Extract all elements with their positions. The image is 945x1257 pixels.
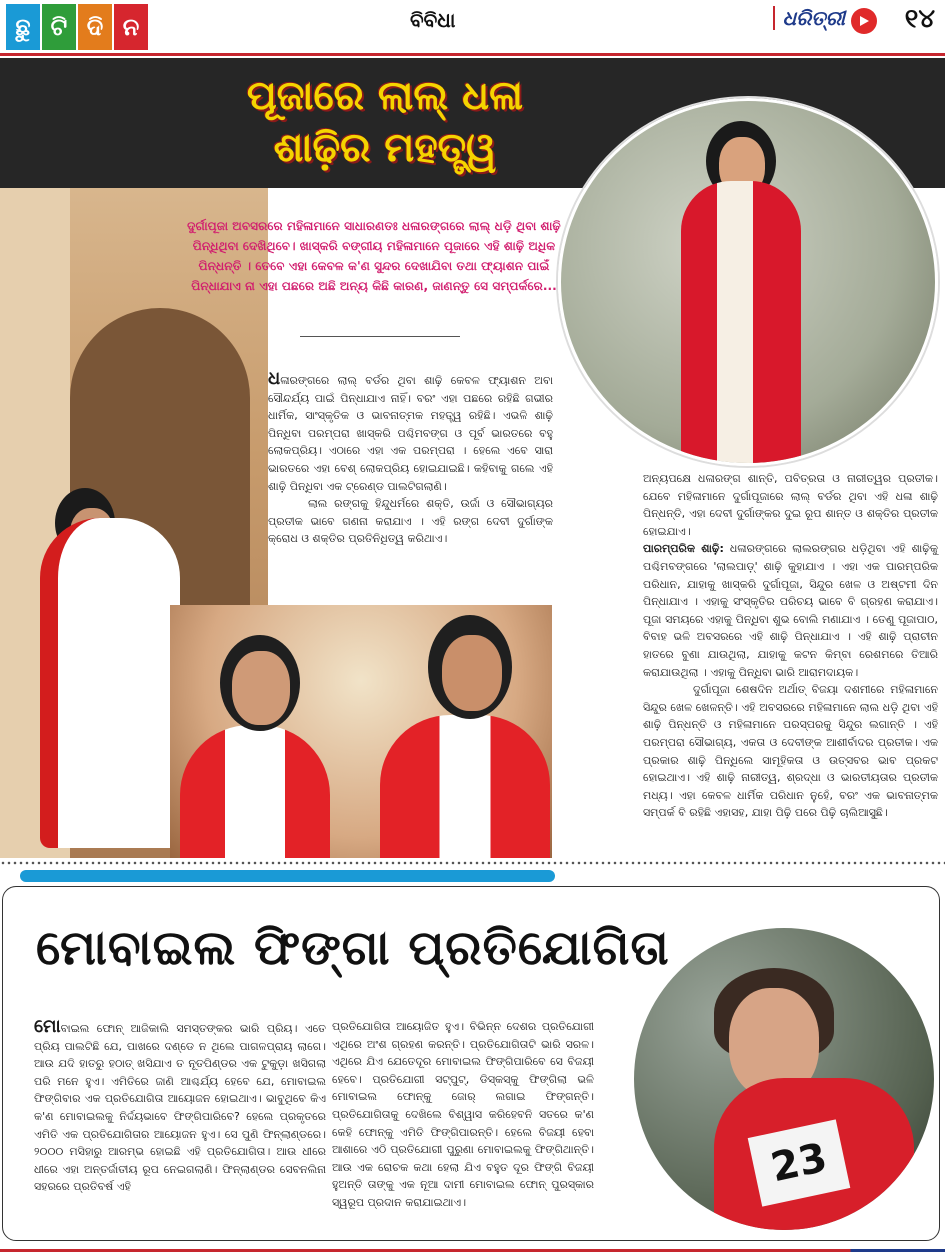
article-column	[332, 1018, 594, 1212]
race-bib: 23	[748, 1119, 851, 1206]
article-column	[34, 1018, 326, 1196]
page-number: ୧୪	[904, 4, 935, 34]
logo-tile: ନ	[114, 4, 148, 50]
drop-cap: ଧ	[268, 368, 281, 389]
paragraph: ଧଳାରଙ୍ଗରେ ଲାଲ୍ ବର୍ଡର ଥିବା ଶାଢ଼ି କେବଳ ଫ୍ୟାଶନ ଅବା ସୌନ୍ଦର୍ଯ୍ୟ ପାଇଁ ପିନ୍ଧାଯାଏ ନାହିଁ। ବରଂ ଏହା ପଛରେ ରହିଛି ଗଭୀର ଧାର୍ମିକ, ସାଂସ୍କୃତିକ ଓ ଭାବନାତ୍ମକ ମହତ୍ତ୍ୱ ରହିଛି। ଏଭଳି ଶାଢ଼ି ପିନ୍ଧିବା ପରମ୍ପରା ଖାସ୍‌କରି ପଶ୍ଚିମବଙ୍ଗ ଓ ପୂର୍ବ ଭାରତରେ ବହୁ ଲୋକପ୍ରିୟ। ଏଠାରେ ଏହା ଏକ ପରମ୍ପରା । ହେଲେ ଏବେ ସାରା ଭାରତରେ ଏହା ବେଶ୍ ଲୋକପ୍ରିୟ ହୋଇଯାଇଛି। କହିବାକୁ ଗଲେ ଏହି ଶାଢ଼ି ପିନ୍ଧିବା ଏକ ଟ୍ରେଣ୍ଡ ପାଲଟିଗଲାଣି।	[268, 368, 553, 493]
paragraph: ପାରମ୍ପରିକ ଶାଢ଼ି: ଧଳାରଙ୍ଗରେ ଲାଲରଙ୍ଗର ଧଡ଼ିଥିବା ଏହି ଶାଢ଼ିକୁ ପଶ୍ଚିମବଙ୍ଗରେ 'ଲାଲପାଡ଼୍' ଶାଢ଼ି କୁହାଯାଏ । ଏହା ଏକ ପାରମ୍ପରିକ ପରିଧାନ, ଯାହାକୁ ଖାସ୍‌କରି ଦୁର୍ଗାପୂଜା, ସିନ୍ଦୁର ଖେଳ ଓ ଅଷ୍ଟମୀ ଦିନ ପିନ୍ଧାଯାଏ । ଏହାକୁ ସଂସ୍କୃତିର ପରିଚୟ ଭାବେ ବି ଗ୍ରହଣ କରାଯାଏ। ପୂଜା ସମୟରେ ଏହାକୁ ପିନ୍ଧିବା ଶୁଭ ବୋଲି ମଣାଯାଏ । ତେଣୁ ପୂଜାପାଠ, ବିବାହ ଭଳି ଅବସରରେ ଏହି ଶାଢ଼ି ପିନ୍ଧାଯାଏ । ଏହି ଶାଢ଼ି ପ୍ରାଚୀନ ହାତରେ ବୁଣା ଯାଉଥିଲା, ଯାହାକୁ କଟନ କିମ୍ବା ରେଶମରେ ତିଆରି କରାଯାଉଥିଲା । ଏହାକୁ ପିନ୍ଧିବା ଭାରି ଆରାମଦାୟକ।	[643, 542, 939, 679]
footer-rule	[0, 1249, 945, 1252]
logo-tile: ଛୁ	[6, 4, 40, 50]
headline-line: ପୂଜାରେ ଲାଲ୍ ଧଳା	[246, 73, 524, 119]
subheading: ପାରମ୍ପରିକ ଶାଢ଼ି:	[643, 542, 724, 556]
divider	[300, 336, 460, 337]
divider	[0, 860, 945, 866]
brand-logo: ଧରିତ୍ରୀ	[773, 6, 845, 30]
article-headline	[150, 70, 620, 174]
paragraph: ପ୍ରତିଯୋଗିତା ଆୟୋଜିତ ହୁଏ। ବିଭିନ୍ନ ଦେଶର ପ୍ରତିଯୋଗୀ ଏଥିରେ ଅଂଶ ଗ୍ରହଣ କରନ୍ତି। ପ୍ରତିଯୋଗିତାଟି ଭାରି ସରଳ। ଏଥିରେ ଯିଏ ଯେତେଦୂର ମୋବାଇଲ ଫିଙ୍ଗିପାରିବେ ସେ ବିଜୟୀ ହେବେ। ପ୍ରତିଯୋଗୀ ସଟ୍‌ପୁଟ୍, ଡିସ୍କସ୍‌କୁ ଫିଙ୍ଗିଲା ଭଳି ମୋବାଇଲ ଫୋନ୍‌କୁ ଜୋର୍ ଲଗାଇ ଫିଙ୍ଗନ୍ତି। ପ୍ରତିଯୋଗିତାକୁ ଦେଖିଲେ ବିଶ୍ୱାସ କରିହେବନି ସତରେ କ'ଣ କେହି ଫୋନ୍‌କୁ ଏମିତି ଫିଙ୍ଗିପାରନ୍ତି। ହେଲେ ବିଜୟୀ ହେବା ଆଶାରେ ଏଠି ପ୍ରତିଯୋଗୀ ପୁରୁଣା ମୋବାଇଲକୁ ଫିଙ୍ଗିଥାନ୍ତି। ଆଉ ଏକ ରୋଚକ କଥା ହେଲା ଯିଏ ବହୁତ ଦୂର ଫିଙ୍ଗି ବିଜୟୀ ହୁଅନ୍ତି ତାଙ୍କୁ ଏକ ନୂଆ ଦାମୀ ମୋବାଇଲ ଫୋନ୍ ପୁରସ୍କାର ସ୍ୱରୂପ ପ୍ରଦାନ କରାଯାଇଥାଏ।	[332, 1020, 594, 1209]
section-title: ବିବିଧା	[410, 8, 456, 32]
drop-cap: ମୋ	[34, 1016, 61, 1037]
publication-logo	[6, 4, 148, 50]
article-column	[268, 370, 553, 548]
logo-tile: ଦି	[78, 4, 112, 50]
play-icon	[851, 8, 877, 34]
masthead	[0, 0, 945, 56]
logo-tile: ଟି	[42, 4, 76, 50]
article-intro: ଦୁର୍ଗାପୂଜା ଅବସରରେ ମହିଳାମାନେ ସାଧାରଣତଃ ଧଳାରଙ୍ଗରେ ଲାଲ୍ ଧଡ଼ି ଥିବା ଶାଢ଼ି ପିନ୍ଧିଥିବା ଦେଖିଥିବେ। ଖାସ୍‌କରି ବଙ୍ଗୀୟ ମହିଳାମାନେ ପୂଜାରେ ଏହି ଶାଢ଼ି ଅଧିକ ପିନ୍ଧନ୍ତି । ତେବେ ଏହା କେବଳ କ'ଣ ସୁନ୍ଦର ଦେଖାଯିବା ତଥା ଫ୍ୟାଶନ ପାଇଁ ପିନ୍ଧାଯାଏ ନା ଏହା ପଛରେ ଅଛି ଅନ୍ୟ କିଛି କାରଣ, ଜାଣନ୍ତୁ ସେ ସମ୍ପର୍କରେ...	[187, 219, 561, 293]
durga-puja-saree-photo	[558, 98, 938, 466]
headline-line: ଶାଢ଼ିର ମହତ୍ତ୍ୱ	[273, 125, 497, 171]
accent-bar	[20, 870, 555, 882]
sindoor-khela-photo	[170, 605, 552, 858]
paragraph: ଦୁର୍ଗାପୂଜା ଶେଷଦିନ ଅର୍ଥାତ୍ ବିଜୟା ଦଶମୀରେ ମହିଳାମାନେ ସିନ୍ଦୁର ଖେଳ ଖେଳନ୍ତି। ଏହି ଅବସରରେ ମହିଳାମାନେ ଲାଲ ଧଡ଼ି ଥିବା ଏହି ଶାଢ଼ି ପିନ୍ଧନ୍ତି ଓ ମହିଳାମାନେ ପରସ୍ପରକୁ ସିନ୍ଦୁର ଲଗାନ୍ତି । ଏହି ପରମ୍ପରା ସୌଭାଗ୍ୟ, ଏକତା ଓ ଦେବୀଙ୍କ ଆଶୀର୍ବାଦର ପ୍ରତୀକ। ଏକ ପ୍ରକାର ଶାଢ଼ି ପିନ୍ଧିଲେ ସାମୂହିକତା ଓ ଉତ୍ସବର ଭାବ ପ୍ରକଟ ହୋଇଥାଏ। ଏହି ଶାଢ଼ି ନାରୀତ୍ୱ, ଶ୍ରଦ୍ଧା ଓ ଭାରତୀୟତାର ପ୍ରତୀକ ମଧ୍ୟ। ଏହା କେବଳ ଧାର୍ମିକ ପରିଧାନ ନୁହେଁ, ବରଂ ଏକ ଭାବନାତ୍ମକ ସମ୍ପର୍କ ବି ରହିଛି ଏହାସହ, ଯାହା ପିଢ଼ି ପରେ ପିଢ଼ି ଚାଲିଆସୁଛି।	[643, 683, 938, 820]
paragraph: ଅନ୍ୟପକ୍ଷେ ଧଳାରଙ୍ଗ ଶାନ୍ତି, ପବିତ୍ରତା ଓ ନାରୀତ୍ୱର ପ୍ରତୀକ। ଯେବେ ମହିଳାମାନେ ଦୁର୍ଗାପୂଜାରେ ଲାଲ୍ ବର୍ଡର ଥିବା ଏହି ଧଳା ଶାଢ଼ି ପିନ୍ଧନ୍ତି, ଏହା ଦେବୀ ଦୁର୍ଗାଙ୍କର ଦୁଇ ରୂପ ଶାନ୍ତ ଓ ଶକ୍ତିର ପ୍ରତୀକ ହୋଇଯାଏ।	[643, 472, 938, 538]
article-column	[643, 470, 938, 822]
paragraph: ମୋବାଇଲ ଫୋନ୍ ଆଜିକାଲି ସମସ୍ତଙ୍କର ଭାରି ପ୍ରିୟ। ଏତେ ପ୍ରିୟ ପାଲଟିଛି ଯେ, ପାଖରେ ଦଣ୍ଡେ ନ ଥିଲେ ପାଗଳପ୍ରାୟ ଲାଗେ। ଆଉ ଯଦି ହାତରୁ ହଠାତ୍ ଖସିଯାଏ ତ ନୂତପିଣ୍ଡର ଏକ ଟୁକୁଡ଼ା ଖସିଗଲା ପରି ମନେ ହୁଏ। ଏମିତିରେ ଜାଣି ଆଶ୍ଚର୍ଯ୍ୟ ହେବେ ଯେ, ମୋବାଇଲ ଫିଙ୍ଗିବାର ଏକ ପ୍ରତିଯୋଗିତା ଆୟୋଜନ ହୋଇଥାଏ। ଭାବୁଥିବେ କିଏ କ'ଣ ମୋବାଇଲକୁ ନିର୍ଦ୍ଦୟଭାବେ ଫିଙ୍ଗିପାରିବେ? ହେଲେ ପ୍ରକୃତରେ ଏମିତି ଏକ ପ୍ରତିଯୋଗିତାର ଆୟୋଜନ ହୁଏ। ସେ ପୁଣି ଫିନ୍‌ଲାଣ୍ଡରେ। ୨୦୦୦ ମସିହାରୁ ଆରମ୍ଭ ହୋଇଛି ଏହି ପ୍ରତିଯୋଗିତା। ଆଉ ଧୀରେ ଧୀରେ ଏହା ଅନ୍ତର୍ଜାତୀୟ ରୂପ ନେଇଗଲାଣି। ଫିନ୍‌ଲାଣ୍ଡର ସେବନଲିନା ସହରରେ ପ୍ରତିବର୍ଷ ଏହି	[34, 1016, 326, 1194]
article-headline: ମୋବାଇଲ ଫିଙ୍ଗା ପ୍ରତିଯୋଗିତା	[36, 920, 670, 976]
paragraph: ଲାଲ ରଙ୍ଗକୁ ହିନ୍ଦୁଧର୍ମରେ ଶକ୍ତି, ଉର୍ଜା ଓ ସୌଭାଗ୍ୟର ପ୍ରତୀକ ଭାବେ ଗଣନା କରାଯାଏ । ଏହି ରଙ୍ଗ ଦେବୀ ଦୁର୍ଗାଙ୍କ କ୍ରୋଧ ଓ ଶକ୍ତିର ପ୍ରତିନିଧିତ୍ୱ କରିଥାଏ।	[268, 497, 553, 546]
mobile-throw-photo	[632, 926, 936, 1232]
